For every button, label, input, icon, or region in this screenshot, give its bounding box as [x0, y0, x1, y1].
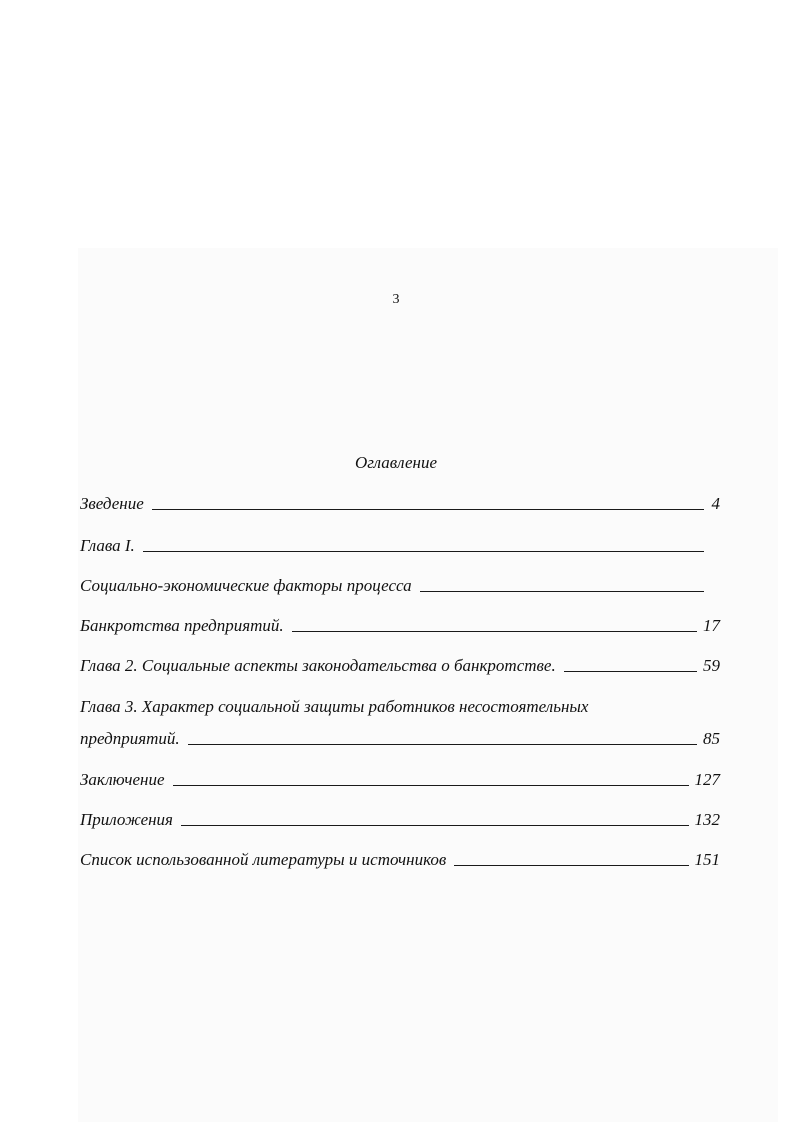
toc-title: Оглавление — [354, 453, 438, 472]
toc-entry-label: Список использованной литературы и источников — [80, 850, 447, 869]
toc-leader-line — [420, 590, 704, 592]
toc-entry-label: предприятий. — [80, 729, 180, 748]
toc-entry-page: 132 — [694, 810, 720, 829]
toc-entry-label: Глава I. — [80, 536, 135, 555]
toc-entry-chapter-1 — [80, 532, 720, 556]
toc-entry-chapter-1-title — [80, 572, 720, 596]
toc-entry-introduction — [80, 490, 720, 514]
toc-entry-chapter-3-cont — [80, 725, 720, 749]
toc-leader-line — [188, 743, 697, 745]
toc-entry-page: 151 — [694, 850, 720, 869]
toc-leader-line — [564, 670, 697, 672]
toc-entry-page: 85 — [703, 729, 720, 748]
table-of-contents — [80, 0, 720, 1122]
toc-entry-appendices — [80, 806, 720, 830]
toc-entry-label: Приложения — [80, 810, 173, 829]
toc-entry-label: Заключение — [80, 770, 165, 789]
toc-entry-conclusion — [80, 766, 720, 790]
toc-leader-line — [181, 824, 689, 826]
toc-entry-references — [80, 846, 720, 870]
toc-leader-line — [292, 630, 697, 632]
toc-entry-page: 59 — [703, 656, 720, 675]
toc-entry-label: Зведение — [80, 494, 144, 513]
toc-leader-line — [173, 784, 689, 786]
toc-entry-page: 17 — [703, 616, 720, 635]
toc-entry-page: 4 — [711, 494, 720, 513]
toc-entry-label: Банкротства предприятий. — [80, 616, 284, 635]
toc-entry-label: Социально-экономические факторы процесса — [80, 576, 412, 595]
toc-entry-chapter-2 — [80, 652, 720, 676]
toc-entry-label: Глава 2. Социальные аспекты законодательства о банкротстве. — [80, 656, 556, 675]
toc-entry-page: 127 — [694, 770, 720, 789]
toc-entry-chapter-3 — [80, 693, 720, 717]
toc-entry-label: Глава 3. Характер социальной защиты работников несостоятельных — [80, 697, 589, 716]
page-number: 3 — [392, 292, 400, 307]
toc-leader-line — [454, 864, 688, 866]
toc-leader-line — [143, 550, 704, 552]
toc-entry-chapter-1-title-cont — [80, 612, 720, 636]
toc-leader-line — [152, 508, 704, 510]
